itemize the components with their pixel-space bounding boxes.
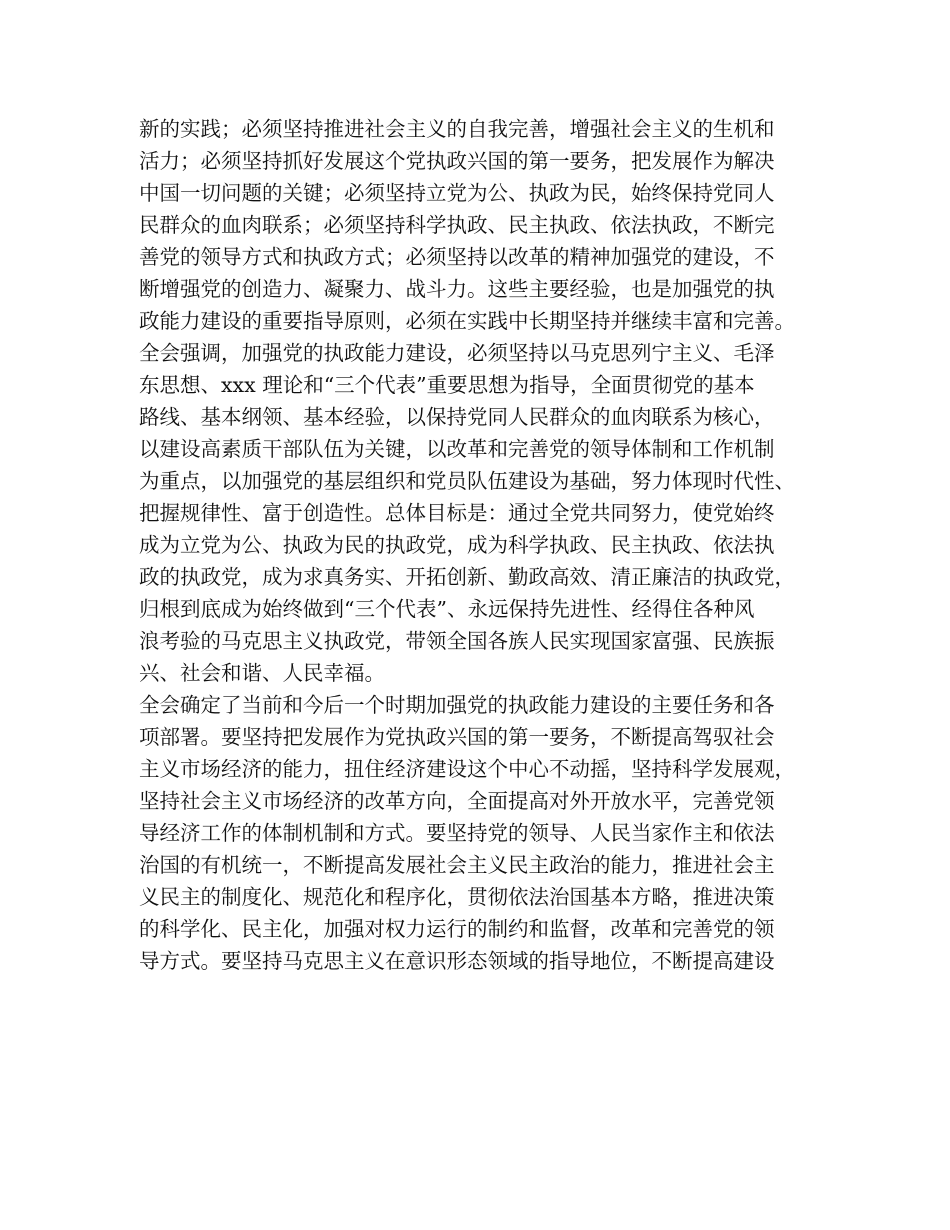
text-line: 民群众的血肉联系；必须坚持科学执政、民主执政、依法执政，不断完 bbox=[139, 213, 775, 237]
text-line: 导方式。要坚持马克思主义在意识形态领域的指导地位，不断提高建设 bbox=[139, 949, 775, 973]
text-line: 治国的有机统一，不断提高发展社会主义民主政治的能力，推进社会主 bbox=[139, 853, 775, 877]
text-line: 活力；必须坚持抓好发展这个党执政兴国的第一要务，把发展作为解决 bbox=[139, 149, 775, 173]
text-line: 全会强调，加强党的执政能力建设，必须坚持以马克思列宁主义、毛泽 bbox=[139, 341, 775, 365]
text-line: 兴、社会和谐、人民幸福。 bbox=[139, 661, 385, 685]
text-line: 政能力建设的重要指导原则，必须在实践中长期坚持并继续丰富和完善。 bbox=[139, 309, 795, 333]
text-line: 把握规律性、富于创造性。总体目标是：通过全党共同努力，使党始终 bbox=[139, 501, 775, 525]
text-line: 导经济工作的体制机制和方式。要坚持党的领导、人民当家作主和依法 bbox=[139, 821, 775, 845]
text-line: 路线、基本纲领、基本经验，以保持党同人民群众的血肉联系为核心， bbox=[139, 405, 775, 429]
text-line: 坚持社会主义市场经济的改革方向，全面提高对外开放水平，完善党领 bbox=[139, 789, 775, 813]
text-line: 中国一切问题的关键；必须坚持立党为公、执政为民，始终保持党同人 bbox=[139, 181, 775, 205]
text-line: 全会确定了当前和今后一个时期加强党的执政能力建设的主要任务和各 bbox=[139, 693, 775, 717]
text-line: 以建设高素质干部队伍为关键，以改革和完善党的领导体制和工作机制 bbox=[139, 437, 775, 461]
text-line: 新的实践；必须坚持推进社会主义的自我完善，增强社会主义的生机和 bbox=[139, 117, 775, 141]
text-line: 归根到底成为始终做到“三个代表”、永远保持先进性、经得住各种风 bbox=[139, 597, 755, 621]
text-line: 主义市场经济的能力，扭住经济建设这个中心不动摇，坚持科学发展观， bbox=[139, 757, 795, 781]
text-line: 浪考验的马克思主义执政党，带领全国各族人民实现国家富强、民族振 bbox=[139, 629, 775, 653]
body-text bbox=[139, 113, 839, 977]
text-line: 成为立党为公、执政为民的执政党，成为科学执政、民主执政、依法执 bbox=[139, 533, 775, 557]
text-line: 东思想、xxx 理论和“三个代表”重要思想为指导，全面贯彻党的基本 bbox=[139, 373, 755, 397]
text-line: 的科学化、民主化，加强对权力运行的制约和监督，改革和完善党的领 bbox=[139, 917, 775, 941]
text-line: 善党的领导方式和执政方式；必须坚持以改革的精神加强党的建设，不 bbox=[139, 245, 775, 269]
text-line: 断增强党的创造力、凝聚力、战斗力。这些主要经验，也是加强党的执 bbox=[139, 277, 775, 301]
text-line: 政的执政党，成为求真务实、开拓创新、勤政高效、清正廉洁的执政党， bbox=[139, 565, 795, 589]
text-line: 为重点，以加强党的基层组织和党员队伍建设为基础，努力体现时代性、 bbox=[139, 469, 795, 493]
text-line: 义民主的制度化、规范化和程序化，贯彻依法治国基本方略，推进决策 bbox=[139, 885, 775, 909]
text-line: 项部署。要坚持把发展作为党执政兴国的第一要务，不断提高驾驭社会 bbox=[139, 725, 775, 749]
